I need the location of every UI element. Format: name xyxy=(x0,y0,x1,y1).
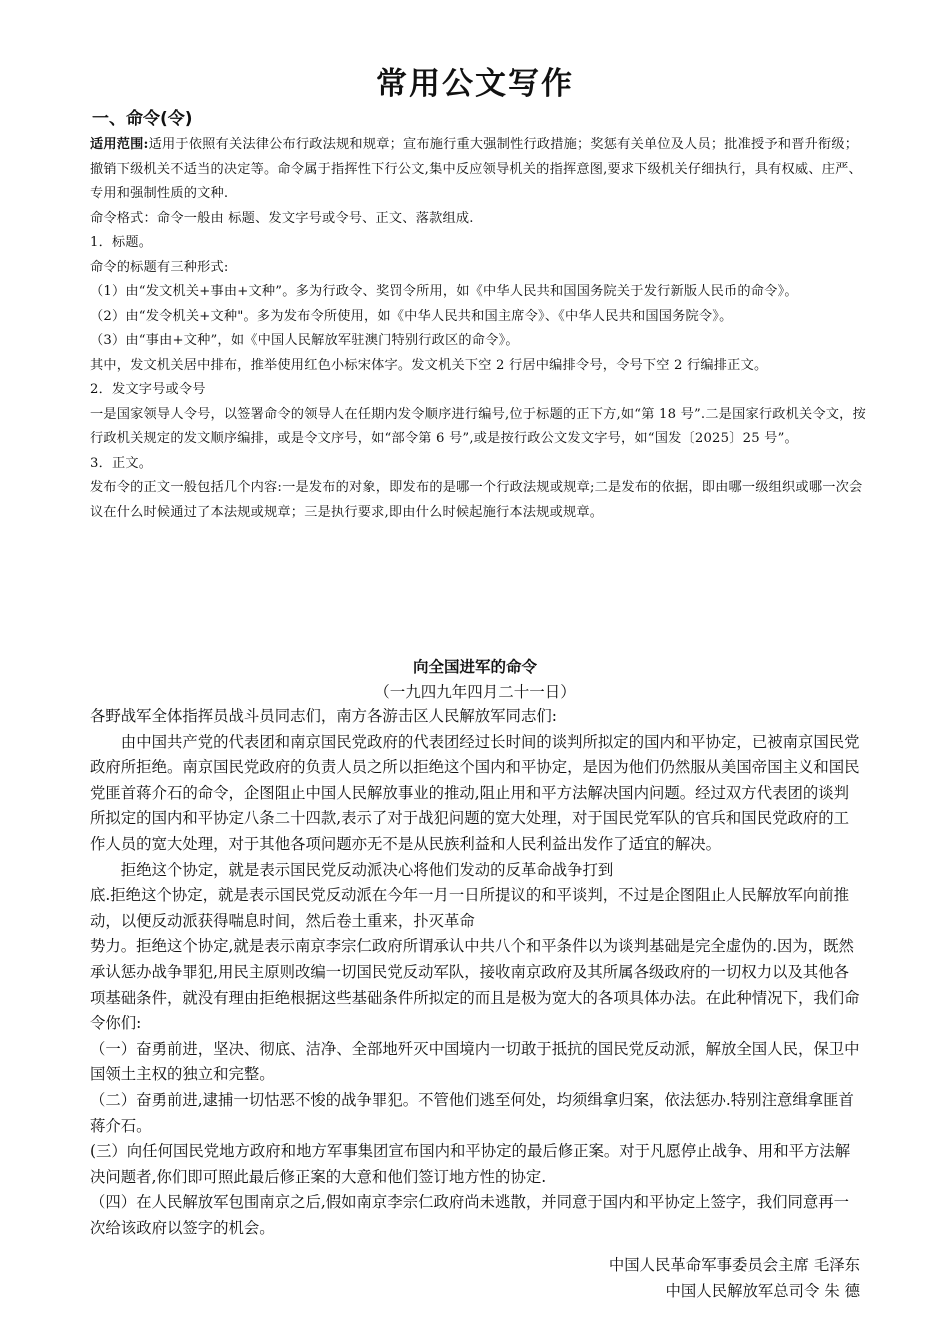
order-item: （一）奋勇前进，坚决、彻底、洁净、全部地歼灭中国境内一切敢于抵抗的国民党反动派，解放全国人民，保卫中国领土主权的独立和完整。 xyxy=(90,1039,860,1084)
order-item: (三）向任何国民党地方政府和地方军事集团宣布国内和平协定的最后修正案。对于凡愿停止战争、用和平方法解决问题者,你们即可照此最后修正案的大意和他们签订地方性的协定. xyxy=(90,1142,851,1186)
order-item: （四）在人民解放军包围南京之后,假如南京李宗仁政府尚未逃散，并同意于国内和平协定上签字，我们同意再一次给该政府以签字的机会。 xyxy=(90,1193,850,1237)
section-heading: 一、命令(令) xyxy=(92,109,193,129)
title-forms-intro: 命令的标题有三种形式: xyxy=(90,259,229,275)
layout-paragraph: 其中，发文机关居中排布，推举使用红色小标宋体字。发文机关下空 2 行居中编排令号，令号下空 2 行编排正文。 xyxy=(90,357,768,373)
format-paragraph: 命令格式：命令一般由 标题、发文字号或令号、正文、落款组成. xyxy=(90,210,474,226)
title-form-2: （2）由“发令机关+文种"。多为发布令所使用，如《中华人民共和国主席令》、《中华人民共和国国务院令》。 xyxy=(90,308,733,324)
order-text xyxy=(90,704,862,1241)
signature-line: 中国人民解放军总司令 朱 德 xyxy=(665,1282,860,1300)
order-title: 向全国进军的命令 xyxy=(412,658,537,676)
order-item: （二）奋勇前进,逮捕一切怙恶不悛的战争罪犯。不管他们逃至何处，均须缉拿归案，依法惩办.特别注意缉拿匪首蒋介石。 xyxy=(90,1090,854,1135)
body-content-paragraph: 发布令的正文一般包括几个内容:一是发布的对象，即发布的是哪一个行政法规或规章;二是发布的依据，即由哪一级组织或哪一次会议在什么时候通过了本法规或规章；三是执行要求,即由什么时候起施行本法规或规章。 xyxy=(90,480,863,520)
order-salutation: 各野战军全体指挥员战斗员同志们，南方各游击区人民解放军同志们: xyxy=(90,707,557,725)
order-date: （一九四九年四月二十一日） xyxy=(374,683,576,701)
scope-label: 适用范围: xyxy=(90,137,149,152)
order-body-paragraph: 拒绝这个协定，就是表示国民党反动派决心将他们发动的反革命战争打到 xyxy=(120,860,614,879)
title-form-3: （3）由“事由+文种”，如《中国人民解放军驻澳门特别行政区的命令》。 xyxy=(90,333,519,348)
doc-number-paragraph: 一是国家领导人令号，以签署命令的领导人在任期内发令顺序进行编号,位于标题的正下方,如“第 18 号”.二是国家行政机关令文，按行政机关规定的发文顺序编排，或是令文序号，如“部令第 6 号”,或是按行政公文发文字号，如“国发〔2025〕25 号”。 xyxy=(90,406,866,446)
title-form-1: （1）由“发文机关+事由+文种”。多为行政令、奖罚令所用，如《中华人民共和国国务院关于发行新版人民币的命令》。 xyxy=(90,284,798,299)
order-body-paragraph: 由中国共产党的代表团和南京国民党政府的代表团经过长时间的谈判所拟定的国内和平协定，已被南京国民党政府所拒绝。南京国民党政府的负责人员之所以拒绝这个国内和平协定，是因为他们仍然服从美国帝国主义和国民党匪首蒋介石的命令，企图阻止中国人民解放事业的推动,阻止用和平方法解决国内问题。经过双方代表团的谈判所拟定的国内和平协定八条二十四款,表示了对于战犯问题的宽大处理，对于国民党军队的官兵和国民党政府的工作人员的宽大处理，对于其他各项问题亦无不是从民族利益和人民利益出发作了适宜的解决。 xyxy=(90,732,860,853)
scope-paragraph xyxy=(90,133,866,207)
instructions-block xyxy=(90,133,866,525)
signature-line: 中国人民革命军事委员会主席 毛泽东 xyxy=(608,1256,860,1274)
heading-body-text: 3．正文。 xyxy=(90,455,153,471)
scope-text: 适用于依照有关法律公布行政法规和规章；宣布施行重大强制性行政措施；奖惩有关单位及人员；批准授予和晋升衔级；撤销下级机关不适当的决定等。命令属于指挥性下行公文,集中反应领导机关的指挥意图,要求下级机关仔细执行，具有权威、庄严、专用和强制性质的文种. xyxy=(90,137,862,201)
document-title: 常用公文写作 xyxy=(376,66,574,102)
heading-title-section: 1．标题。 xyxy=(90,235,153,250)
order-body-paragraph: 势力。拒绝这个协定,就是表示南京李宗仁政府所谓承认中共八个和平条件以为谈判基础是完全虚伪的.因为，既然承认惩办战争罪犯,用民主原则改编一切国民党反动军队，接收南京政府及其所属各级政府的一切权力以及其他各项基础条件，就没有理由拒绝根据这些基础条件所拟定的而且是极为宽大的各项具体办法。在此种情况下，我们命令你们: xyxy=(90,937,860,1033)
order-body-paragraph: 底.拒绝这个协定，就是表示国民党反动派在今年一月一日所提议的和平谈判，不过是企图阻止人民解放军向前推动，以便反动派获得喘息时间，然后卷土重来，扑灭革命 xyxy=(90,886,850,930)
heading-doc-number: 2．发文字号或令号 xyxy=(90,382,206,397)
